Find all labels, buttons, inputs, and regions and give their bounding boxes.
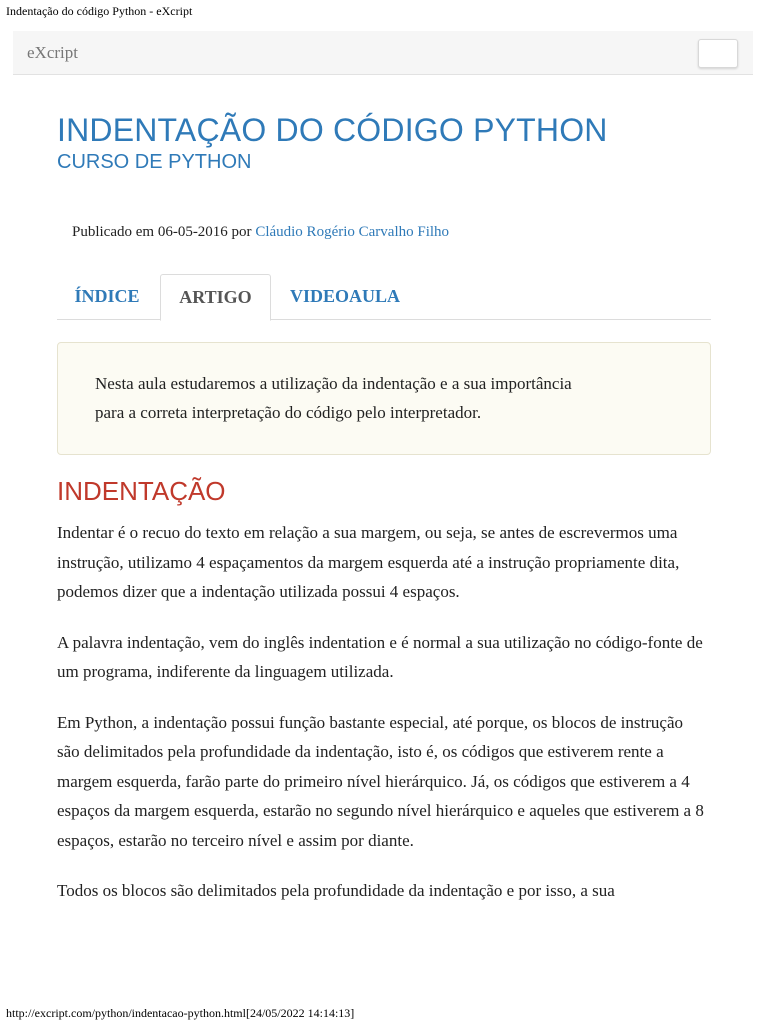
post-meta <box>72 224 449 241</box>
intro-box <box>57 342 711 455</box>
page-title: INDENTAÇÃO DO CÓDIGO PYTHON <box>57 112 608 148</box>
page-subtitle: CURSO DE PYTHON <box>57 151 252 173</box>
print-footer-url: http://excript.com/python/indentacao-python.html[24/05/2022 14:14:13] <box>6 1006 355 1020</box>
menu-toggle-button[interactable] <box>698 39 738 68</box>
paragraph: Todos os blocos são delimitados pela profundidade da indentação e por isso, a sua <box>57 881 615 900</box>
intro-line-1: Nesta aula estudaremos a utilização da indentação e a sua importância <box>95 374 572 393</box>
tab-indice[interactable]: ÍNDICE <box>74 286 140 306</box>
intro-line-2: para a correta interpretação do código pelo interpretador. <box>95 403 482 422</box>
article-body <box>57 518 707 927</box>
paragraph: Indentar é o recuo do texto em relação a sua margem, ou seja, se antes de escrevermos uma instrução, utilizamo 4 espaçamentos da margem esquerda até a instrução propriamente dita, podemos dizer que a indentação utilizada possui 4 espaços. <box>57 523 680 601</box>
article-tabs <box>57 274 711 320</box>
tab-artigo[interactable]: ARTIGO <box>160 274 271 321</box>
published-label: Publicado em 06-05-2016 por <box>72 224 252 240</box>
navbar <box>13 31 753 75</box>
paragraph: A palavra indentação, vem do inglês indentation e é normal a sua utilização no código-fonte de um programa, indiferente da linguagem utilizada. <box>57 632 703 681</box>
section-heading: INDENTAÇÃO <box>57 476 226 506</box>
brand-link[interactable]: eXcript <box>27 43 78 62</box>
author-link[interactable]: Cláudio Rogério Carvalho Filho <box>255 224 450 240</box>
paragraph: Em Python, a indentação possui função bastante especial, até porque, os blocos de instrução são delimitados pela profundidade da indentação, isto é, os códigos que estiverem rente a margem esquerda, farão parte do primeiro nível hierárquico. Já, os códigos que estiverem a 4 espaços da margem esquerda, estarão no segundo nível hierárquico e aqueles que estiverem a 8 espaços, estarão no terceiro nível e assim por diante. <box>57 712 704 850</box>
print-header: Indentação do código Python - eXcript <box>6 4 193 18</box>
tab-videoaula[interactable]: VIDEOAULA <box>289 286 400 306</box>
